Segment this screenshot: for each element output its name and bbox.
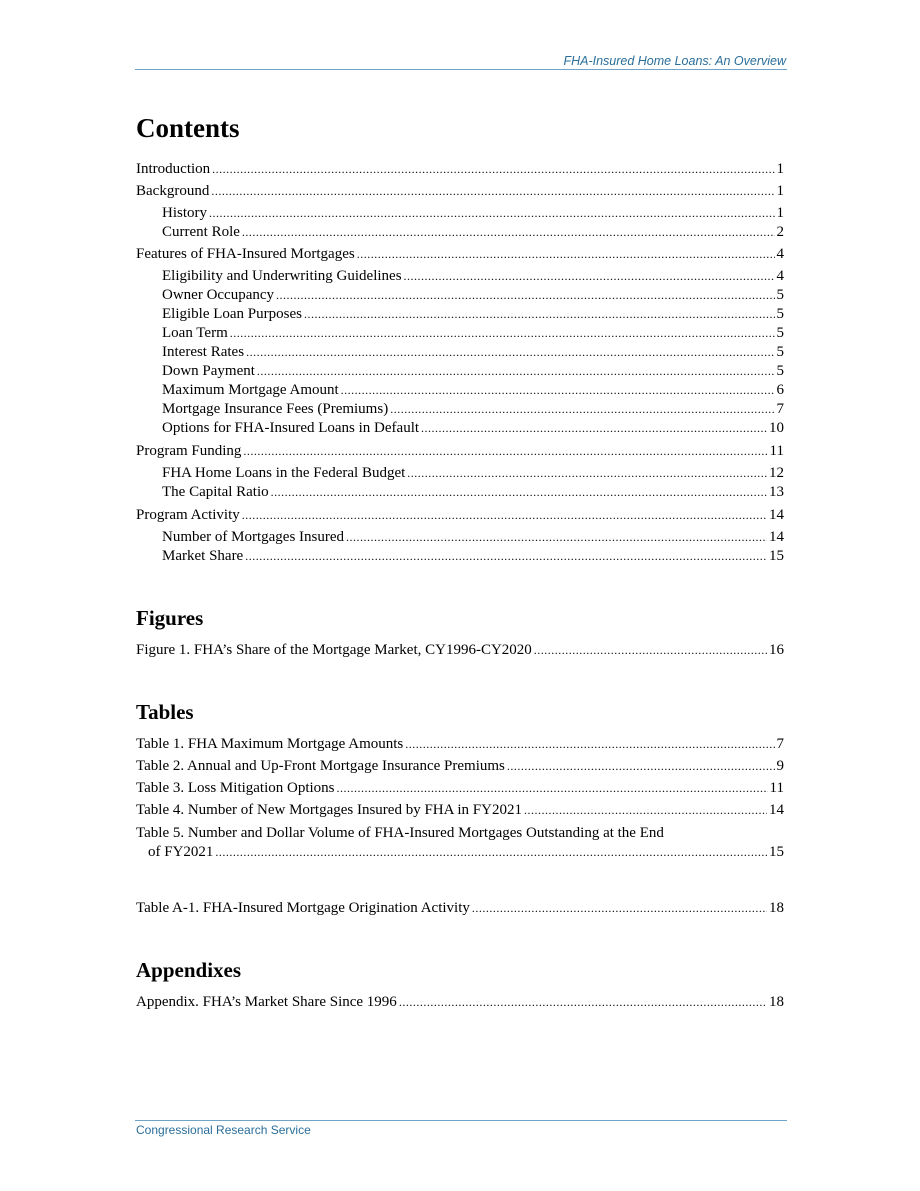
- toc-entry-interest-rates[interactable]: [162, 343, 784, 362]
- dot-leader: [304, 305, 775, 324]
- toc-entry-label: Appendix. FHA’s Market Share Since 1996: [136, 994, 397, 1010]
- toc-entry-program-funding[interactable]: [136, 442, 784, 461]
- toc-entry-page: 4: [776, 268, 784, 284]
- toc-entry-program-activity[interactable]: [136, 506, 784, 525]
- toc-entry-table-5[interactable]: [148, 843, 784, 862]
- toc-entry-page: 16: [769, 642, 784, 658]
- toc-entry-down-payment[interactable]: [162, 362, 784, 381]
- toc-entry-label: Eligible Loan Purposes: [162, 306, 302, 322]
- toc-entry-label: Current Role: [162, 224, 240, 240]
- toc-entry-page: 12: [769, 465, 784, 481]
- toc-entry-table-2[interactable]: [136, 757, 784, 776]
- dot-leader: [215, 843, 767, 862]
- toc-entry-page: 5: [776, 325, 784, 341]
- toc-entry-page: 7: [776, 736, 784, 752]
- toc-entry-label: Owner Occupancy: [162, 287, 275, 303]
- footer-divider: [135, 1120, 787, 1121]
- toc-entry-page: 5: [776, 363, 784, 379]
- running-header: FHA-Insured Home Loans: An Overview: [563, 54, 786, 68]
- toc-entry-maximum-mortgage-amount[interactable]: [162, 381, 784, 400]
- toc-entry-page: 11: [769, 780, 784, 796]
- footer-org: Congressional Research Service: [136, 1123, 311, 1137]
- dot-leader: [242, 506, 767, 525]
- toc-entry-page: 14: [769, 802, 784, 818]
- toc-entry-page: 15: [769, 548, 784, 564]
- dot-leader: [243, 442, 767, 461]
- dot-leader: [341, 381, 775, 400]
- toc-entry-background[interactable]: [136, 182, 784, 201]
- dot-leader: [421, 419, 767, 438]
- dot-leader: [534, 641, 767, 660]
- toc-entry-page: 11: [769, 443, 784, 459]
- dot-leader: [337, 779, 768, 798]
- toc-entry-label: Maximum Mortgage Amount: [162, 382, 339, 398]
- toc-entry-label: Interest Rates: [162, 344, 245, 360]
- dot-leader: [242, 223, 775, 242]
- dot-leader: [257, 362, 775, 381]
- toc-entry-page: 5: [776, 344, 784, 360]
- toc-entry-page: 7: [776, 401, 784, 417]
- toc-entry-label: Down Payment: [162, 363, 255, 379]
- toc-entry-label: Options for FHA-Insured Loans in Default: [162, 420, 420, 436]
- toc-entry-label: Number of Mortgages Insured: [162, 529, 345, 545]
- dot-leader: [357, 245, 775, 264]
- toc-entry-label: Table A-1. FHA-Insured Mortgage Origination Activity: [136, 900, 470, 916]
- toc-entry-market-share[interactable]: [162, 547, 784, 566]
- toc-entry-page: 2: [776, 224, 784, 240]
- dot-leader: [390, 400, 774, 419]
- toc-entry-label: Mortgage Insurance Fees (Premiums): [162, 401, 389, 417]
- toc-entry-page: 6: [776, 382, 784, 398]
- toc-entry-page: 15: [769, 844, 784, 860]
- toc-entry-table-a1[interactable]: [136, 899, 784, 918]
- toc-entry-table-5-line1[interactable]: Table 5. Number and Dollar Volume of FHA-Insured Mortgages Outstanding at the End: [136, 825, 664, 841]
- toc-entry-page: 5: [776, 287, 784, 303]
- dot-leader: [404, 267, 775, 286]
- dot-leader: [245, 547, 767, 566]
- dot-leader: [209, 204, 775, 223]
- toc-entry-label: Eligibility and Underwriting Guidelines: [162, 268, 402, 284]
- dot-leader: [507, 757, 775, 776]
- toc-entry-current-role[interactable]: [162, 223, 784, 242]
- toc-entry-history[interactable]: [162, 204, 784, 223]
- toc-entry-figure-1[interactable]: [136, 641, 784, 660]
- toc-entry-page: 1: [776, 205, 784, 221]
- dot-leader: [405, 735, 774, 754]
- toc-entry-label: Program Funding: [136, 443, 242, 459]
- toc-entry-label: FHA Home Loans in the Federal Budget: [162, 465, 406, 481]
- toc-entry-label: Program Activity: [136, 507, 240, 523]
- contents-heading: Contents: [136, 113, 240, 143]
- toc-entry-page: 14: [769, 529, 784, 545]
- toc-entry-eligible-loan-purposes[interactable]: [162, 305, 784, 324]
- appendixes-heading: Appendixes: [136, 958, 242, 982]
- dot-leader: [407, 464, 767, 483]
- dot-leader: [212, 160, 774, 179]
- toc-entry-label: Table 2. Annual and Up-Front Mortgage Insurance Premiums: [136, 758, 505, 774]
- dot-leader: [211, 182, 774, 201]
- toc-entry-label: Table 4. Number of New Mortgages Insured by FHA in FY2021: [136, 802, 522, 818]
- toc-entry-federal-budget[interactable]: [162, 464, 784, 483]
- figures-heading: Figures: [136, 606, 204, 630]
- toc-entry-capital-ratio[interactable]: [162, 483, 784, 502]
- toc-entry-page: 14: [769, 507, 784, 523]
- dot-leader: [271, 483, 767, 502]
- toc-entry-label: The Capital Ratio: [162, 484, 269, 500]
- toc-entry-page: 18: [769, 900, 784, 916]
- toc-entry-mortgage-insurance-fees[interactable]: [162, 400, 784, 419]
- toc-entry-introduction[interactable]: [136, 160, 784, 179]
- toc-entry-label: Table 1. FHA Maximum Mortgage Amounts: [136, 736, 404, 752]
- toc-entry-label: Market Share: [162, 548, 244, 564]
- toc-entry-label: Introduction: [136, 161, 211, 177]
- toc-entry-options-default[interactable]: [162, 419, 784, 438]
- toc-entry-page: 18: [769, 994, 784, 1010]
- toc-entry-label: History: [162, 205, 207, 221]
- tables-heading: Tables: [136, 700, 194, 724]
- dot-leader: [230, 324, 775, 343]
- toc-entry-label: Figure 1. FHA’s Share of the Mortgage Market, CY1996-CY2020: [136, 642, 532, 658]
- dot-leader: [472, 899, 767, 918]
- toc-entry-table-1[interactable]: [136, 735, 784, 754]
- toc-entry-page: 1: [776, 161, 784, 177]
- dot-leader: [524, 801, 767, 820]
- toc-entry-page: 1: [776, 183, 784, 199]
- dot-leader: [346, 528, 767, 547]
- toc-entry-table-4[interactable]: [136, 801, 784, 820]
- dot-leader: [276, 286, 774, 305]
- toc-entry-features[interactable]: [136, 245, 784, 264]
- toc-entry-page: 5: [776, 306, 784, 322]
- toc-entry-number-of-mortgages[interactable]: [162, 528, 784, 547]
- header-divider: [135, 69, 787, 70]
- toc-entry-label: of FY2021: [148, 844, 214, 860]
- toc-entry-loan-term[interactable]: [162, 324, 784, 343]
- toc-entry-page: 10: [769, 420, 784, 436]
- toc-entry-page: 9: [776, 758, 784, 774]
- dot-leader: [246, 343, 774, 362]
- toc-entry-table-3[interactable]: [136, 779, 784, 798]
- toc-entry-page: 4: [776, 246, 784, 262]
- toc-entry-page: 13: [769, 484, 784, 500]
- toc-entry-appendix[interactable]: [136, 993, 784, 1012]
- toc-entry-label: Loan Term: [162, 325, 228, 341]
- toc-entry-eligibility[interactable]: [162, 267, 784, 286]
- toc-entry-owner-occupancy[interactable]: [162, 286, 784, 305]
- toc-entry-label: Background: [136, 183, 210, 199]
- toc-entry-label: Table 3. Loss Mitigation Options: [136, 780, 335, 796]
- dot-leader: [399, 993, 767, 1012]
- toc-entry-label: Features of FHA-Insured Mortgages: [136, 246, 355, 262]
